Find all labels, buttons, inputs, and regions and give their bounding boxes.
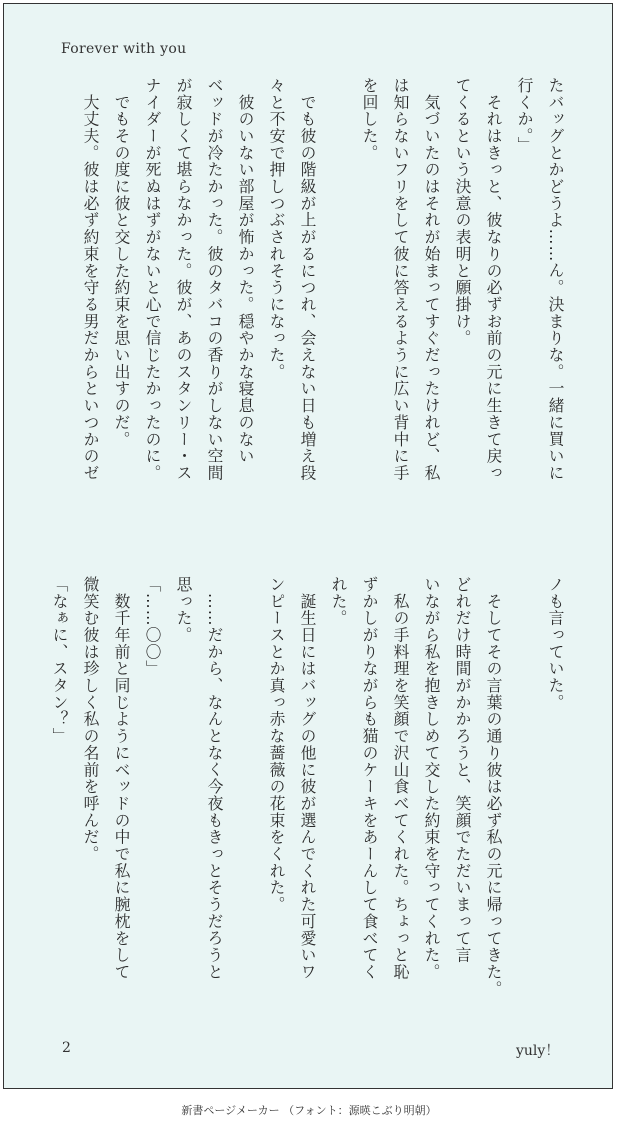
upper-text-line: 々と不安で押しつぶされそうになった。 — [267, 77, 286, 381]
upper-text-line: 気づいたのはそれが始まってすぐだったけれど、私 — [422, 77, 441, 482]
lower-text-line: れた。 — [329, 576, 348, 627]
upper-text-line: でも彼の階級が上がるにつれ、会えない日も増え段 — [298, 77, 317, 482]
upper-text-line: それはきっと、彼なりの必ずお前の元に生きて戻っ — [484, 77, 503, 482]
lower-text-line: 「……〇〇」 — [143, 576, 162, 678]
upper-text-line: は知らないフリをして彼に答えるように広い背中に手 — [391, 77, 410, 482]
upper-text-block — [50, 77, 570, 535]
lower-text-line: 数千年前と同じようにベッドの中で私に腕枕をして — [112, 576, 131, 981]
upper-text-line: 彼のいない部屋が怖かった。穏やかな寝息のない — [236, 77, 255, 465]
lower-text-line: いながら私を抱きしめて交した約束を守ってくれた。 — [422, 576, 441, 981]
lower-text-line: 私の手料理を笑顔で沢山食べてくれた。ちょっと恥 — [391, 576, 410, 981]
upper-text-line: 大丈夫。彼は必ず約束を守る男だからといつかのゼ — [81, 77, 100, 482]
lower-text-line: ずかしがりながらも猫のケーキをあーんして食べてく — [360, 576, 379, 981]
lower-text-line — [509, 576, 539, 1034]
upper-text-line: 行くか。」 — [515, 77, 534, 154]
upper-text-line: ベッドが冷たかった。彼のタバコの香りがしない空間 — [205, 77, 224, 482]
header-title: Forever with you — [61, 41, 187, 57]
page-number: 2 — [62, 1040, 71, 1056]
book-page — [3, 3, 613, 1089]
author-name: yuly！ — [516, 1043, 560, 1059]
upper-text-line: を回した。 — [360, 77, 379, 162]
lower-text-line: 誕生日にはバッグの他に彼が選んでくれた可愛いワ — [298, 576, 317, 981]
lower-text-line: ……だから、なんとなく今夜もきっとそうだろうと — [205, 576, 224, 981]
lower-text-line: ンピースとか真っ赤な薔薇の花束をくれた。 — [267, 576, 286, 913]
lower-text-line: そしてその言葉の通り彼は必ず私の元に帰ってきた。 — [484, 576, 503, 998]
lower-text-block — [50, 576, 570, 1034]
upper-text-line — [323, 77, 353, 535]
upper-text-line: ナイダーが死ぬはずがないと心で信じたかったのに。 — [143, 77, 162, 482]
lower-text-line: どれだけ時間がかかろうと、笑顔でただいまって言 — [453, 576, 472, 964]
upper-text-line: が寂しくて堪らなかった。彼が、あのスタンリー・ス — [174, 77, 193, 482]
lower-text-line: 「なぁに、スタン？」 — [50, 576, 69, 745]
upper-text-line: でもその度に彼と交した約束を思い出すのだ。 — [112, 77, 131, 448]
lower-text-line: 微笑む彼は珍しく私の名前を呼んだ。 — [81, 576, 100, 863]
app-credit: 新書ページメーカー （フォント：源暎こぶり明朝） — [181, 1104, 437, 1117]
lower-text-line: ノも言っていた。 — [546, 576, 565, 711]
lower-text-line: 思った。 — [174, 576, 193, 644]
upper-text-line: てくるという決意の表明と願掛け。 — [453, 77, 472, 347]
lower-text-line — [230, 576, 260, 1034]
upper-text-line: たバッグとかどうよ……ん。決まりな。一緒に買いに — [546, 77, 565, 482]
